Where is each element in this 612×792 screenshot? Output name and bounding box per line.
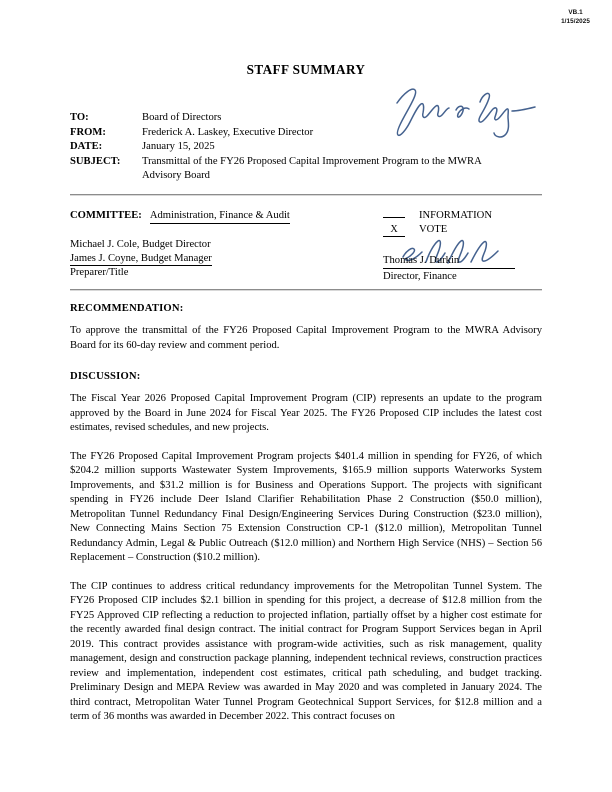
memo-row-subject [70, 155, 542, 170]
preparer-line-1: Michael J. Cole, Budget Director [70, 239, 211, 250]
memo-label-subject: SUBJECT: [70, 155, 121, 167]
memo-value-date: January 15, 2025 [142, 141, 215, 153]
discussion-paragraph-1: The Fiscal Year 2026 Proposed Capital Improvement Program (CIP) represents an update to the program approved by the Board in June 2024 for Fiscal Year 2025. The FY26 Proposed CIP includes the latest cost estimates, revised schedules, and new projects. [70, 393, 542, 433]
divider-below-committee [70, 289, 542, 291]
signer-title: Director, Finance [383, 270, 457, 282]
discussion-heading: DISCUSSION: [70, 371, 141, 382]
committee-name: Administration, Finance & Audit [150, 209, 290, 224]
memo-value-subject: Transmittal of the FY26 Proposed Capital Improvement Program to the MWRA [142, 155, 482, 167]
memo-label-date: DATE: [70, 141, 103, 153]
memo-row-date [70, 140, 542, 155]
memo-label-from: FROM: [70, 126, 106, 138]
action-option-vote[interactable] [383, 223, 543, 237]
action-option-information[interactable] [383, 209, 543, 223]
memo-block [70, 111, 542, 184]
page-title: STAFF SUMMARY [246, 62, 366, 77]
signer-name: Thomas J. Durkin [383, 255, 515, 269]
recommendation-heading: RECOMMENDATION: [70, 303, 184, 314]
memo-row-to [70, 111, 542, 126]
discussion-paragraph-2: The FY26 Proposed Capital Improvement Program projects $401.4 million in spending for FY26, of which $204.2 million supports Wastewater System Improvements, $165.9 million supports Waterworks System Improvements, and $31.2 million is for Business and Operations Support. The projects with significant spending in FY26 include Deer Island Clarifier Rehabilitation Phase 2 Construction ($50.0 million), Metropolitan Tunnel Redundancy Final Design/Engineering Services During Construction ($23.0 million), New Connecting Mains Section 75 Extension Construction CP-1 ($12.0 million), Metropolitan Tunnel Redundancy Admin, Legal & Public Outreach ($12.0 million) and Northern High Service (NHS) – Section 56 Replacement – Construction ($10.2 million). [70, 450, 542, 563]
document-body [70, 303, 542, 725]
discussion-paragraph-3: The CIP continues to address critical redundancy improvements for the Metropolitan Tunnel System. The FY26 Proposed CIP includes $2.1 billion in spending for this project, a decrease of $12.8 million from the FY25 Approved CIP reflecting a reduction to projected inflation, partially offset by a higher cost estimate for the recently awarded final design contract. The initial contract for Program Support Services began in April 2019. This contract provides assistance with program-wide activities, such as risk management, quality management, design and construction package planning, independent technical reviews, construction practices review and implementation, independent cost estimates, critical path scheduling, and budget tracking. Preliminary Design and MEPA Review was awarded in May 2020 and was completed in January 2024. The third contract, Metropolitan Water Tunnel Program Geotechnical Support Services, for $12.8 million and a term of 36 months was awarded in December 2022. This contract focuses on [70, 580, 542, 722]
agenda-item-number: VB.1 [568, 9, 583, 16]
document-header-stamp [561, 9, 590, 27]
memo-value-subject-continued: Advisory Board [142, 170, 210, 182]
information-label: INFORMATION [419, 210, 492, 221]
signer-block [383, 255, 543, 283]
memo-value-from: Frederick A. Laskey, Executive Director [142, 126, 314, 138]
memo-row-from [70, 126, 542, 141]
document-date: 1/15/2025 [561, 17, 590, 25]
committee-label: COMMITTEE: [70, 210, 142, 221]
preparer-line-3: Preparer/Title [70, 267, 129, 279]
divider-above-committee [70, 194, 542, 196]
information-checkbox[interactable] [383, 217, 405, 218]
memo-value-to: Board of Directors [142, 112, 222, 123]
preparer-block [70, 238, 330, 280]
vote-checkbox[interactable]: X [383, 224, 405, 237]
vote-label: VOTE [419, 224, 448, 236]
action-selector [383, 209, 543, 237]
recommendation-paragraph: To approve the transmittal of the FY26 Proposed Capital Improvement Program to the MWRA Advisory Board for its 60-day review and comment period. [70, 325, 542, 351]
preparer-line-2: James J. Coyne, Budget Manager [70, 253, 212, 267]
memo-label-to: TO: [70, 112, 89, 123]
